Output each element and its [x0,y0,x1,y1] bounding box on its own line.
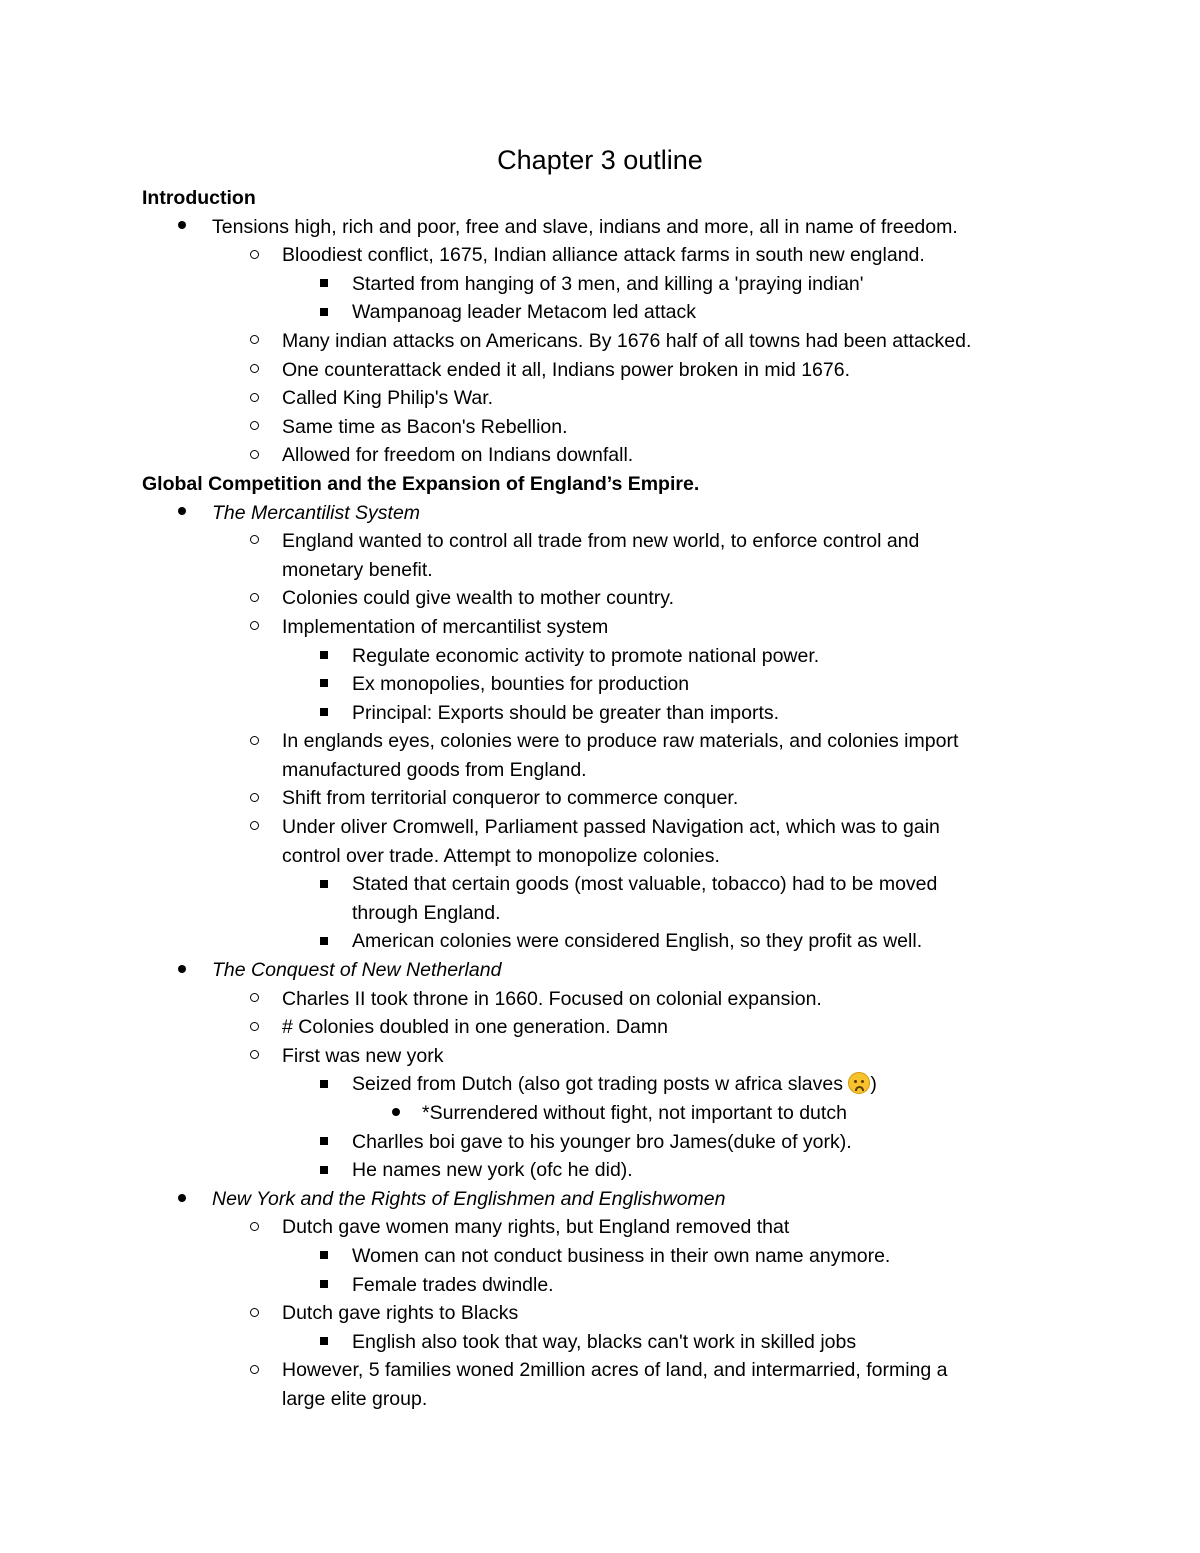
circle-bullet-icon [244,584,264,613]
list-item: One counterattack ended it all, Indians power broken in mid 1676. [142,356,1062,385]
list-item-continuation: large elite group. [282,1387,428,1410]
square-bullet-icon [314,670,334,699]
list-item: Women can not conduct business in their own name anymore. [142,1242,1062,1271]
circle-bullet-icon [244,356,264,385]
disc-bullet-icon [172,956,192,985]
circle-bullet-icon [244,441,264,470]
disc-bullet-icon [386,1099,406,1128]
square-bullet-icon [314,298,334,327]
frowning-face-icon [848,1072,870,1094]
list-item: Allowed for freedom on Indians downfall. [142,441,1062,470]
section-heading-global-competition: Global Competition and the Expansion of England’s Empire. [142,472,700,495]
list-item: Shift from territorial conqueror to commerce conquer. [142,784,1062,813]
list-item: Same time as Bacon's Rebellion. [142,413,1062,442]
list-item: English also took that way, blacks can't work in skilled jobs [142,1328,1062,1357]
square-bullet-icon [314,927,334,956]
list-item: However, 5 families woned 2million acres of land, and intermarried, forming a [142,1356,1062,1385]
square-bullet-icon [314,1242,334,1271]
list-item-continuation: control over trade. Attempt to monopolize colonies. [282,844,720,867]
list-item: New York and the Rights of Englishmen and Englishwomen [142,1185,1062,1214]
circle-bullet-icon [244,241,264,270]
circle-bullet-icon [244,527,264,556]
circle-bullet-icon [244,1013,264,1042]
circle-bullet-icon [244,813,264,842]
list-item: Female trades dwindle. [142,1271,1062,1300]
list-item: Colonies could give wealth to mother country. [142,584,1062,613]
list-item: Wampanoag leader Metacom led attack [142,298,1062,327]
square-bullet-icon [314,1328,334,1357]
list-item: *Surrendered without fight, not important to dutch [142,1099,1062,1128]
circle-bullet-icon [244,384,264,413]
disc-bullet-icon [172,1185,192,1214]
list-item: Many indian attacks on Americans. By 1676 half of all towns had been attacked. [142,327,1062,356]
list-item: Ex monopolies, bounties for production [142,670,1062,699]
list-item: Tensions high, rich and poor, free and slave, indians and more, all in name of freedom. [142,213,1062,242]
list-item: Implementation of mercantilist system [142,613,1062,642]
list-item: First was new york [142,1042,1062,1071]
section-heading-introduction: Introduction [142,187,256,209]
list-item: Bloodiest conflict, 1675, Indian alliance attack farms in south new england. [142,241,1062,270]
disc-bullet-icon [172,499,192,528]
square-bullet-icon [314,1156,334,1185]
list-item: Principal: Exports should be greater than imports. [142,699,1062,728]
page-title: Chapter 3 outline [497,145,703,175]
circle-bullet-icon [244,1213,264,1242]
circle-bullet-icon [244,784,264,813]
list-item: Dutch gave rights to Blacks [142,1299,1062,1328]
list-item: Charlles boi gave to his younger bro James(duke of york). [142,1128,1062,1157]
list-item: Stated that certain goods (most valuable, tobacco) had to be moved [142,870,1062,899]
list-item: In englands eyes, colonies were to produce raw materials, and colonies import [142,727,1062,756]
square-bullet-icon [314,1271,334,1300]
list-item: Started from hanging of 3 men, and killing a 'praying indian' [142,270,1062,299]
circle-bullet-icon [244,1356,264,1385]
circle-bullet-icon [244,327,264,356]
list-item: Regulate economic activity to promote national power. [142,642,1062,671]
list-item: Charles II took throne in 1660. Focused on colonial expansion. [142,985,1062,1014]
list-item-continuation: through England. [352,901,501,924]
list-item: England wanted to control all trade from new world, to enforce control and [142,527,1062,556]
square-bullet-icon [314,1128,334,1157]
circle-bullet-icon [244,1299,264,1328]
list-item: # Colonies doubled in one generation. Damn [142,1013,1062,1042]
list-item: Under oliver Cromwell, Parliament passed Navigation act, which was to gain [142,813,1062,842]
square-bullet-icon [314,699,334,728]
list-item: Dutch gave women many rights, but England removed that [142,1213,1062,1242]
circle-bullet-icon [244,727,264,756]
square-bullet-icon [314,1070,334,1099]
square-bullet-icon [314,270,334,299]
square-bullet-icon [314,642,334,671]
list-item-continuation: manufactured goods from England. [282,758,587,781]
square-bullet-icon [314,870,334,899]
list-item: Called King Philip's War. [142,384,1062,413]
list-item: The Conquest of New Netherland [142,956,1062,985]
outline [142,184,1062,1414]
list-item: He names new york (ofc he did). [142,1156,1062,1185]
disc-bullet-icon [172,213,192,242]
circle-bullet-icon [244,613,264,642]
list-item: American colonies were considered English, so they profit as well. [142,927,1062,956]
circle-bullet-icon [244,985,264,1014]
circle-bullet-icon [244,413,264,442]
list-item: Seized from Dutch (also got trading posts w africa slaves ) [142,1070,1062,1099]
circle-bullet-icon [244,1042,264,1071]
list-item: The Mercantilist System [142,499,1062,528]
list-item-continuation: monetary benefit. [282,558,433,581]
